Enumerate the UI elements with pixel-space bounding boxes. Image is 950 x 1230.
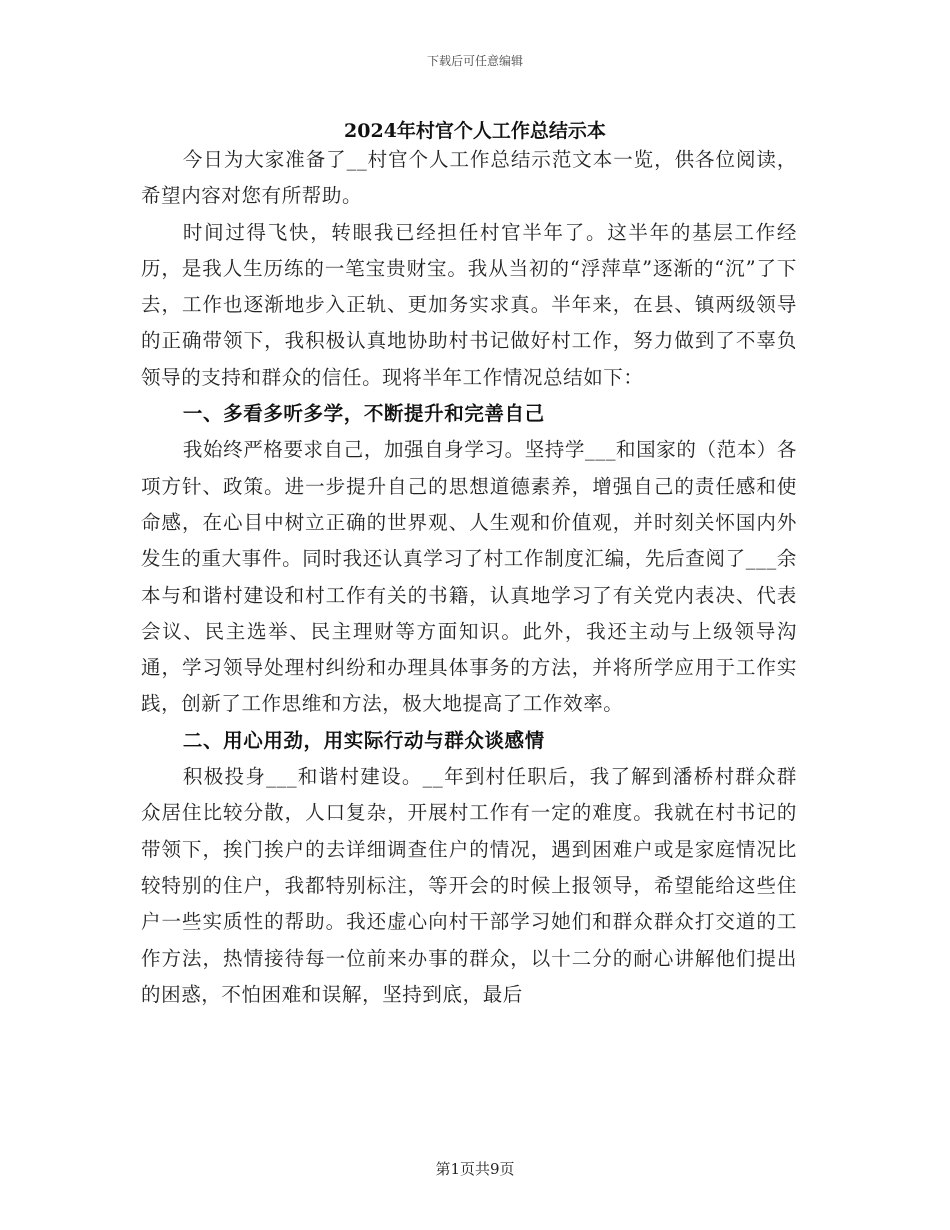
section-1-paragraph: 我始终严格要求自己，加强自身学习。坚持学___和国家的（范本）各项方针、政策。进一步提升自己的思想道德素养，增强自己的责任感和使命感，在心目中树立正确的世界观、人生观和价值观，并时刻关怀国内外发生的重大事件。同时我还认真学习了村工作制度汇编，先后查阅了___余本与和谐村建设和村工作有关的书籍，认真地学习了有关党内表决、代表会议、民主选举、民主理财等方面知识。此外，我还主动与上级领导沟通，学习领导处理村纠纷和办理具体事务的方法，并将所学应用于工作实践，创新了工作思维和方法，极大地提高了工作效率。 [141, 438, 797, 716]
intro-paragraph: 今日为大家准备了__村官个人工作总结示范文本一览，供各位阅读，希望内容对您有所帮助。 [141, 148, 797, 208]
page-header-note: 下载后可任意编辑 [426, 54, 523, 68]
document-title: 2024年村官个人工作总结示本 [344, 120, 606, 142]
page-number: 第1页共9页 [435, 1160, 515, 1178]
section-1-heading: 一、多看多听多学，不断提升和完善自己 [182, 402, 545, 426]
section-2-paragraph: 积极投身___和谐村建设。__年到村任职后，我了解到潘桥村群众群众居住比较分散，人口复杂，开展村工作有一定的难度。我就在村书记的带领下，挨门挨户的去详细调查住户的情况，遇到困难户或是家庭情况比较特别的住户，我都特别标注，等开会的时候上报领导，希望能给这些住户一些实质性的帮助。我还虚心向村干部学习她们和群众群众打交道的工作方法，热情接待每一位前来办事的群众，以十二分的耐心讲解他们提出的困惑，不怕困难和误解，坚持到底，最后 [141, 765, 797, 1006]
document-body [141, 142, 797, 1013]
section-2-heading: 二、用心用劲，用实际行动与群众谈感情 [182, 728, 545, 752]
opening-paragraph: 时间过得飞快，转眼我已经担任村官半年了。这半年的基层工作经历，是我人生历练的一笔宝贵财宝。我从当初的“浮萍草”逐渐的“沉”了下去，工作也逐渐地步入正轨、更加务实求真。半年来，在县、镇两级领导的正确带领下，我积极认真地协助村书记做好村工作，努力做到了不辜负领导的支持和群众的信任。现将半年工作情况总结如下： [141, 220, 797, 389]
